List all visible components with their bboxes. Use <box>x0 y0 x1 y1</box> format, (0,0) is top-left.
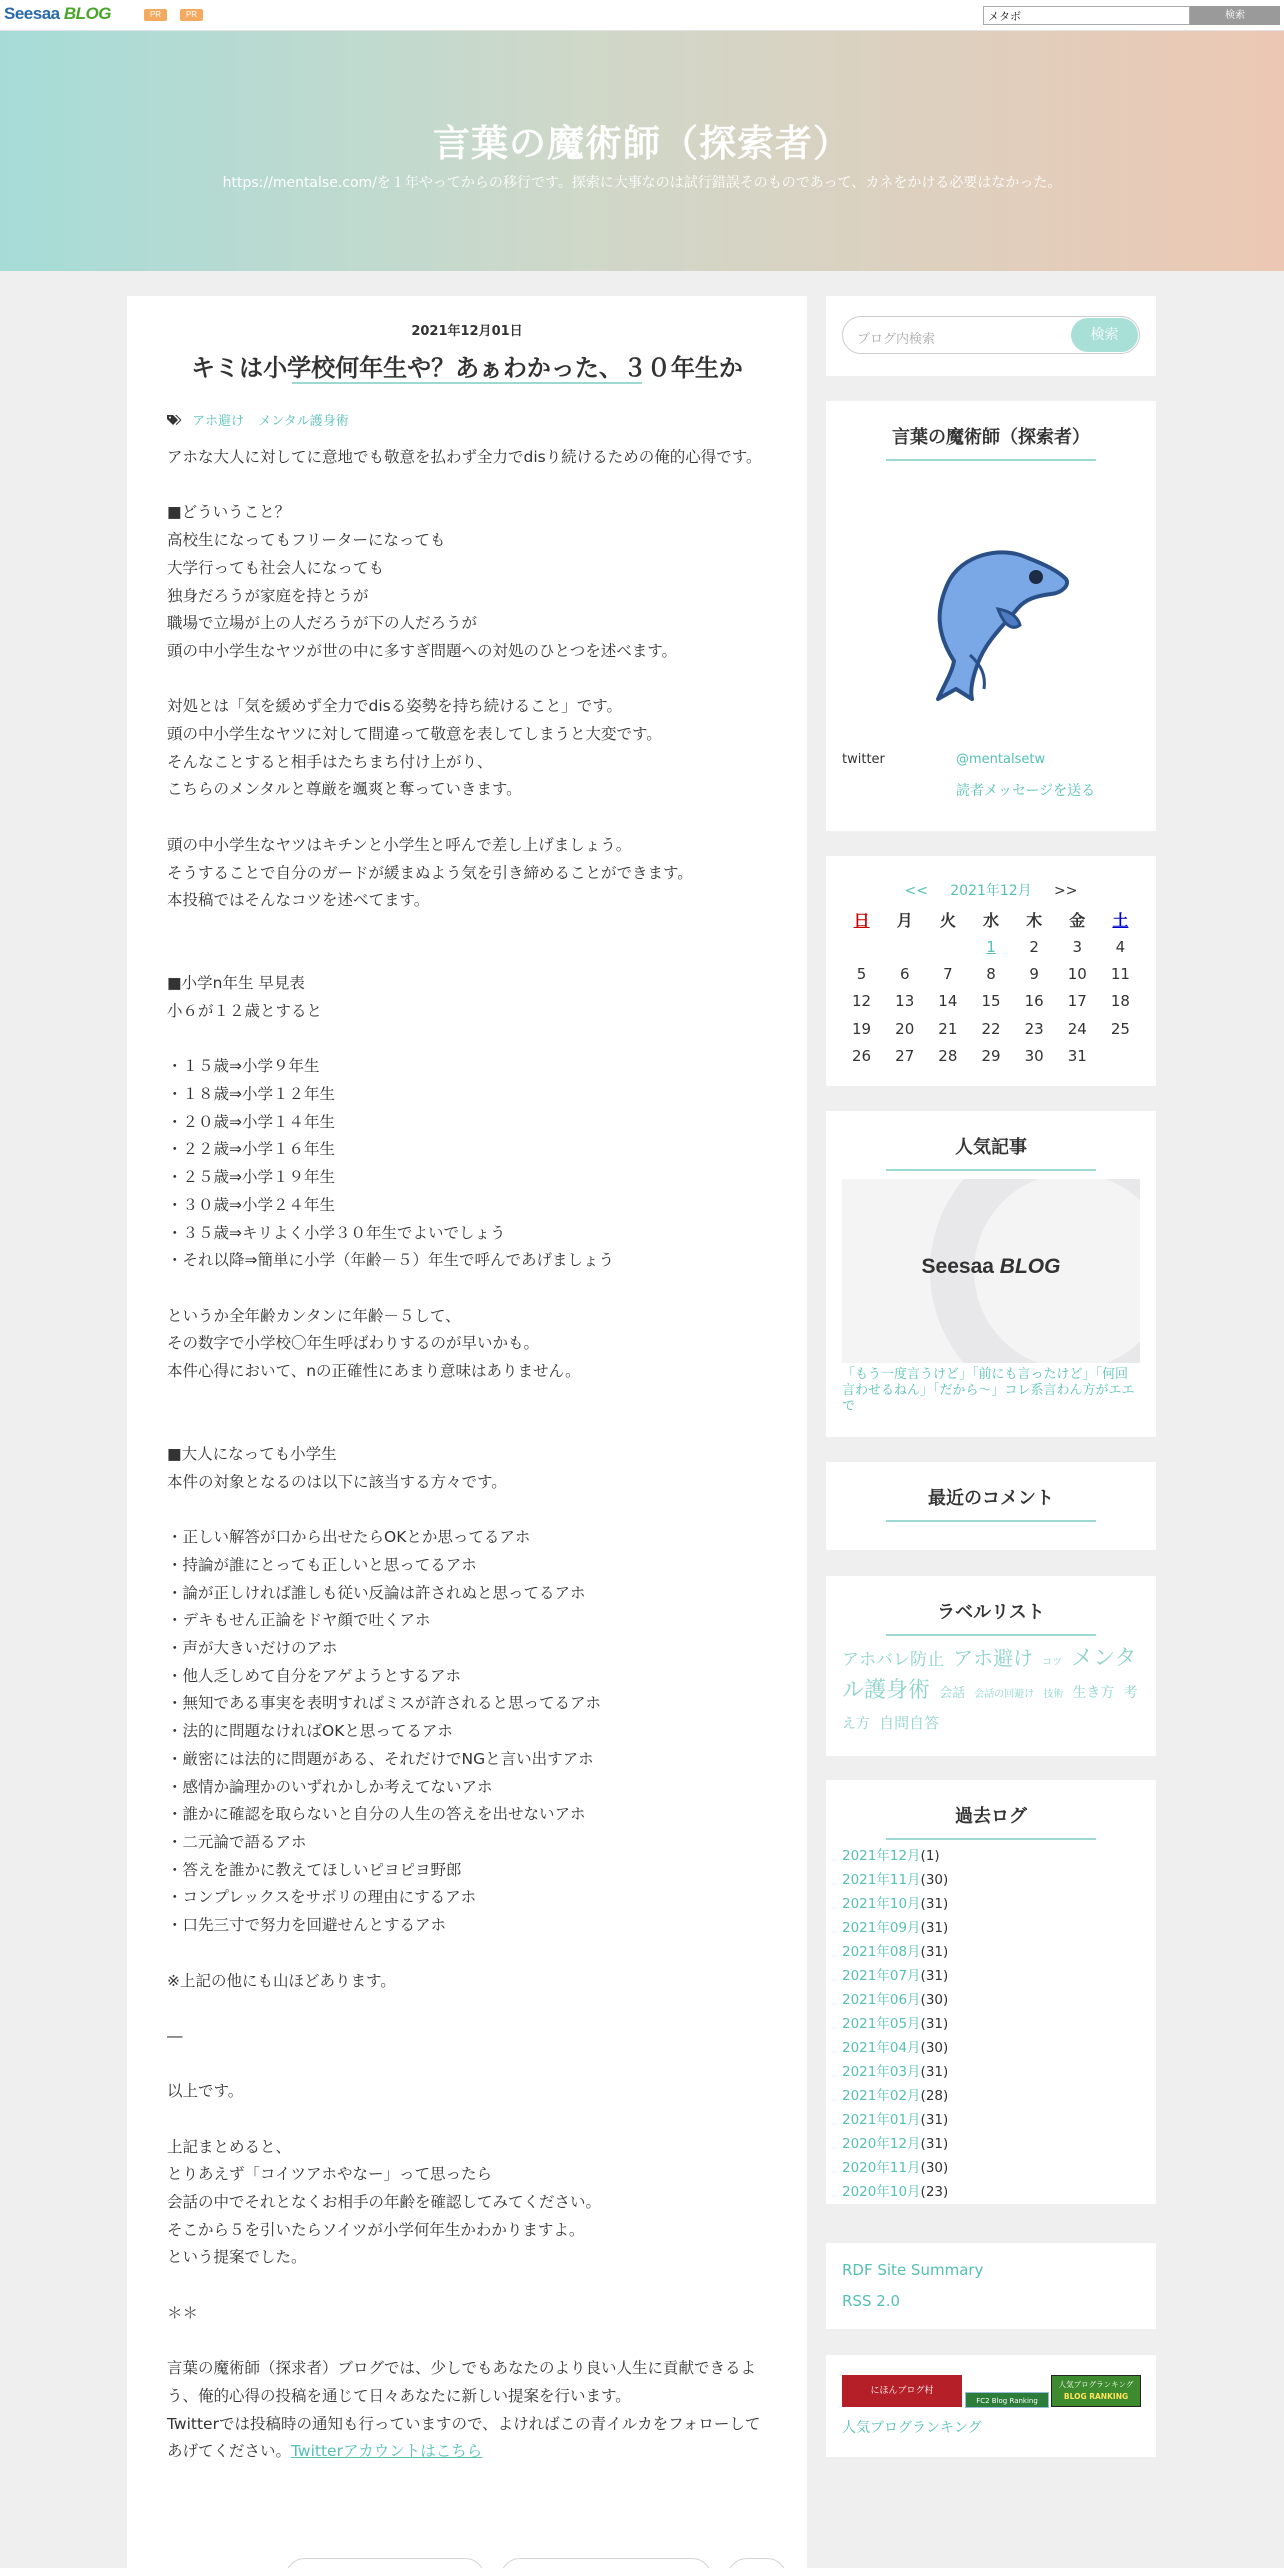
archive-count: (30) <box>920 1992 949 2008</box>
section-underline <box>886 1169 1096 1171</box>
calendar-day: 23 <box>1024 1019 1044 1038</box>
calendar-day: 27 <box>895 1047 915 1066</box>
fc2-ranking-badge[interactable]: FC2 Blog Ranking <box>965 2392 1049 2408</box>
calendar-day: 6 <box>899 965 910 984</box>
post-paragraph: ・声が大きいだけのアホ <box>167 1639 338 1658</box>
calendar-day: 11 <box>1110 965 1130 984</box>
archive-item <box>842 2132 1140 2156</box>
post-paragraph: ■小学n年生 早見表 <box>167 974 305 993</box>
weekday-thu: 木 <box>1026 911 1043 930</box>
calendar-day: 28 <box>938 1047 958 1066</box>
archive-month-link[interactable]: 2021年12月 <box>842 1848 921 1864</box>
post-label-link[interactable]: メンタル護身術 <box>258 414 349 429</box>
calendar-day: 14 <box>938 992 958 1011</box>
popular-thumbnail[interactable] <box>842 1179 1140 1363</box>
post-paragraph <box>167 666 767 694</box>
post-paragraph: ・２２歳⇒小学１６年生 <box>167 1140 335 1159</box>
post-body <box>167 444 767 2466</box>
sidebar-search <box>826 296 1156 376</box>
sidebar-ranking <box>826 2355 1156 2457</box>
post-paragraph: ＊＊ <box>167 2303 199 2322</box>
calendar-day: 19 <box>852 1019 872 1038</box>
post-paragraph: ・２０歳⇒小学１４年生 <box>167 1112 335 1131</box>
archive-month-link[interactable]: 2021年02月 <box>842 2088 921 2104</box>
nihon-blogmura-badge[interactable]: にほんブログ村 <box>842 2375 962 2407</box>
post-labels <box>167 410 359 429</box>
top-search-button[interactable]: 検索 <box>1190 6 1280 25</box>
calendar-day: 24 <box>1067 1019 1087 1038</box>
archive-item <box>842 1916 1140 1940</box>
post-paragraph: 高校生になってもフリーターになっても <box>167 531 446 550</box>
calendar-empty-cell <box>883 933 926 960</box>
post-paragraph <box>167 915 767 943</box>
archive-item <box>842 1868 1140 1892</box>
thumbnail-logo-blog: BLOG <box>999 1255 1061 1278</box>
ninki-ranking-link[interactable]: 人気ブログランキング <box>842 2420 982 2436</box>
calendar-day: 17 <box>1067 992 1087 1011</box>
weekday-wed: 水 <box>982 911 999 930</box>
archive-item <box>842 1964 1140 1988</box>
archive-item <box>842 2180 1140 2204</box>
post-paragraph <box>167 1026 767 1054</box>
pr-badge[interactable]: PR <box>144 9 167 21</box>
label-link[interactable]: 技術 <box>1043 1689 1064 1700</box>
top-bar <box>0 0 1284 31</box>
label-link[interactable]: 自問自答 <box>879 1714 940 1732</box>
archive-month-link[interactable]: 2020年10月 <box>842 2184 921 2200</box>
label-link[interactable]: メンタル護身術 <box>842 1646 1137 1703</box>
post-paragraph: 大学行っても社会人になっても <box>167 558 385 577</box>
weekday-tue: 火 <box>939 911 956 930</box>
post-paragraph: アホな大人に対してに意地でも敬意を払わず全力でdisり続けるための俺的心得です。 <box>167 448 762 466</box>
archive-list <box>842 1844 1140 2204</box>
post-paragraph <box>167 1940 767 1968</box>
archive-month-link[interactable]: 2021年06月 <box>842 1992 921 2008</box>
post-paragraph: ・二元論で語るアホ <box>167 1833 307 1851</box>
calendar-empty-cell <box>926 933 969 960</box>
post-paragraph <box>167 2328 767 2356</box>
post-paragraph: その数字で小学校〇年生呼ばわりするのが早いかも。 <box>167 1334 540 1353</box>
post-paragraph: 独身だろうが家庭を持とうが <box>167 586 369 605</box>
archive-count: (31) <box>920 1944 949 1960</box>
section-underline <box>886 1634 1096 1636</box>
archive-count: (31) <box>920 1896 949 1912</box>
sidebar-recent-comments <box>826 1462 1156 1550</box>
post-paragraph: ・法的に問題なければOKと思ってるアホ <box>167 1722 453 1741</box>
archive-month-link[interactable]: 2021年05月 <box>842 2016 921 2032</box>
post-paragraph: ■どういうこと？ <box>167 503 291 522</box>
section-underline <box>886 459 1096 461</box>
label-link[interactable]: アホバレ防止 <box>842 1650 944 1670</box>
label-link[interactable]: コツ <box>1042 1657 1063 1668</box>
archive-count: (30) <box>920 1872 949 1888</box>
calendar-day: 16 <box>1024 992 1044 1011</box>
post-paragraph <box>167 2411 767 2466</box>
site-header <box>0 31 1284 271</box>
archive-month-link[interactable]: 2021年03月 <box>842 2064 921 2080</box>
prev-post-button[interactable] <box>285 2558 485 2568</box>
post-paragraph <box>167 943 767 971</box>
tags-icon <box>167 414 182 426</box>
calendar-day: 4 <box>1115 937 1126 956</box>
archive-count: (30) <box>920 2040 949 2056</box>
popular-title: 人気記事 <box>955 1137 1027 1158</box>
post-paragraph: こちらのメンタルと尊厳を颯爽と奪っていきます。 <box>167 780 522 799</box>
sidebar-popular <box>826 1111 1156 1437</box>
archive-item <box>842 1844 1140 1868</box>
twitter-account-link[interactable]: Twitterアカウントはこちら <box>291 2442 483 2461</box>
ninki-badge-top: 人気ブログランキング <box>1058 2380 1134 2389</box>
archive-month-link[interactable]: 2020年12月 <box>842 2136 921 2152</box>
archive-item <box>842 2012 1140 2036</box>
post-label-link[interactable]: アホ避け <box>192 414 245 429</box>
post-paragraph: ・デキもせん正論をドヤ顔で吐くアホ <box>167 1611 431 1630</box>
sidebar-archive <box>826 1780 1156 2204</box>
post-paragraph: そうすることで自分のガードが緩まぬよう気を引き締めることができます。 <box>167 863 693 882</box>
profile-title: 言葉の魔術師（探索者） <box>892 427 1090 448</box>
archive-month-link[interactable]: 2021年09月 <box>842 1920 921 1936</box>
archive-month-link[interactable]: 2021年04月 <box>842 2040 921 2056</box>
post-title[interactable]: キミは小学校何年生や？あぁわかった、３０年生か <box>191 354 743 382</box>
post-paragraph <box>167 2106 767 2134</box>
post-paragraph: ・コンプレックスをサボリの理由にするアホ <box>167 1888 477 1907</box>
label-link[interactable]: 生き方 <box>1072 1685 1115 1701</box>
labels-title: ラベルリスト <box>937 1602 1045 1623</box>
calendar-prev[interactable]: << <box>904 883 928 899</box>
post-paragraph <box>167 804 767 832</box>
title-underline <box>292 382 642 384</box>
post-paragraph: ・無知である事実を表明すればミスが許されると思ってるアホ <box>167 1694 602 1713</box>
calendar-day: 25 <box>1110 1019 1130 1038</box>
post-paragraph: ― <box>167 2026 183 2045</box>
post-paragraph: そんなことすると相手はたちまち付け上がり、 <box>167 752 493 771</box>
archive-count: (31) <box>920 2112 949 2128</box>
sidebar-profile <box>826 401 1156 831</box>
post-paragraph <box>167 1386 767 1414</box>
blog-search-placeholder: ブログ内検索 <box>857 332 936 347</box>
ninki-badge-bottom: BLOG RANKING <box>1063 2392 1129 2401</box>
post-paragraph: というか全年齢カンタンに年齢－５して、 <box>167 1306 461 1325</box>
logo-blog-text: BLOG <box>63 4 111 23</box>
archive-item <box>842 2060 1140 2084</box>
label-link[interactable]: 考え方 <box>842 1685 1138 1732</box>
post-paragraph: とりあえず「コイツアホやなー」って思ったら <box>167 2165 493 2184</box>
archive-month-link[interactable]: 2021年07月 <box>842 1968 921 1984</box>
archive-item <box>842 1892 1140 1916</box>
calendar-day: 18 <box>1110 992 1130 1011</box>
site-subtitle: https://mentalse.com/を１年やってからの移行です。探索に大事なのは試行錯誤そのものであって、カネをかける必要はなかった。 <box>222 175 1062 191</box>
archive-count: (31) <box>920 2136 949 2152</box>
post-paragraph: ・厳密には法的に問題がある、それだけでNGと言い出すアホ <box>167 1749 594 1768</box>
post-paragraph: 会話の中でそれとなくお相手の年齢を確認してみてください。 <box>167 2193 602 2212</box>
post-paragraph: 以上です。 <box>167 2082 244 2101</box>
calendar-day: 31 <box>1067 1047 1087 1066</box>
calendar-day: 10 <box>1067 965 1087 984</box>
twitter-handle-link[interactable]: @mentalsetw <box>956 752 1046 767</box>
post-paragraph: 小６が１２歳とすると <box>167 1001 323 1020</box>
post-date: 2021年12月01日 <box>411 324 523 339</box>
post-paragraph: ・感情か論理かのいずれかしか考えてないアホ <box>167 1777 493 1796</box>
calendar-day: 3 <box>1072 937 1083 956</box>
article-card <box>127 296 807 2568</box>
archive-month-link[interactable]: 2021年10月 <box>842 1896 921 1912</box>
calendar-day: 2 <box>1029 937 1039 956</box>
popular-caption-link[interactable]: 「もう一度言うけど」「前にも言ったけど」「何回言わせるねん」「だから～」コレ系言わん方がエエで <box>842 1367 1135 1414</box>
post-paragraph: ・論が正しければ誰しも従い反論は許されぬと思ってるアホ <box>167 1583 586 1602</box>
archive-count: (30) <box>920 2160 949 2176</box>
label-link[interactable]: 会話 <box>939 1686 966 1701</box>
post-paragraph-text: Twitterでは投稿時の通知も行っていますので、よければこの青イルカをフォローしてあげてください。 <box>167 2414 761 2461</box>
post-paragraph: ・３５歳⇒キリよく小学３０年生でよいでしょう <box>167 1223 506 1242</box>
post-paragraph <box>167 472 767 500</box>
post-paragraph: ・それ以降⇒簡単に小学（年齢－５）年生で呼んであげましょう <box>167 1251 614 1270</box>
sidebar-calendar <box>826 856 1156 1086</box>
pr-badge[interactable]: PR <box>180 9 203 21</box>
label-cloud <box>842 1644 1140 1738</box>
sidebar-feeds <box>826 2243 1156 2329</box>
post-paragraph: 頭の中小学生なヤツが世の中に多すぎ問題への対処のひとつを述べます。 <box>167 641 677 660</box>
archive-item <box>842 2156 1140 2180</box>
archive-item <box>842 2108 1140 2132</box>
calendar-day: 21 <box>938 1019 958 1038</box>
twitter-label: twitter <box>842 752 885 767</box>
weekday-sun: 日 <box>853 911 870 930</box>
sidebar-labels <box>826 1576 1156 1756</box>
post-paragraph: ・１８歳⇒小学１２年生 <box>167 1085 335 1104</box>
calendar-day: 29 <box>981 1047 1001 1066</box>
post-paragraph <box>167 1275 767 1303</box>
post-paragraph: 本件心得において、nの正確性にあまり意味はありません。 <box>167 1362 581 1381</box>
calendar-day: 7 <box>943 965 953 984</box>
archive-count: (31) <box>920 2016 949 2032</box>
calendar-day: 20 <box>895 1019 915 1038</box>
calendar-empty-cell <box>1099 1043 1142 1070</box>
seesaa-logo[interactable] <box>4 4 111 24</box>
rdf-link[interactable]: RDF Site Summary <box>842 2261 984 2279</box>
weekday-sat: 土 <box>1112 911 1129 930</box>
post-paragraph: ・答えを誰かに教えてほしいピヨピヨ野郎 <box>167 1860 462 1879</box>
post-paragraph: 本投稿ではそんなコツを述べてます。 <box>167 891 430 910</box>
post-paragraph: 上記まとめると、 <box>167 2137 292 2156</box>
post-paragraph: ※上記の他にも山ほどあります。 <box>167 1971 396 1990</box>
post-paragraph <box>167 2051 767 2079</box>
archive-count: (28) <box>920 2088 949 2104</box>
calendar-day: 22 <box>981 1019 1001 1038</box>
rss-link[interactable]: RSS 2.0 <box>842 2292 901 2310</box>
top-search-input[interactable] <box>983 6 1190 25</box>
weekday-fri: 金 <box>1069 911 1086 930</box>
archive-count: (31) <box>920 1968 949 1984</box>
calendar-day: 30 <box>1024 1047 1044 1066</box>
calendar-month[interactable]: 2021年12月 <box>950 883 1032 899</box>
post-paragraph: 職場で立場が上の人だろうが下の人だろうが <box>167 614 478 633</box>
post-paragraph: ・３０歳⇒小学２４年生 <box>167 1195 335 1214</box>
section-underline <box>886 1520 1096 1522</box>
archive-item <box>842 1988 1140 2012</box>
label-link[interactable]: アホ避け <box>953 1646 1034 1670</box>
archive-month-link[interactable]: 2021年01月 <box>842 2112 921 2128</box>
archive-item <box>842 2084 1140 2108</box>
calendar-empty-cell <box>840 933 883 960</box>
calendar-day: 15 <box>981 992 1001 1011</box>
calendar-header <box>826 880 1156 900</box>
archive-title: 過去ログ <box>955 1806 1027 1827</box>
post-paragraph: 頭の中小学生なヤツはキチンと小学生と呼んで差し上げましょう。 <box>167 835 632 854</box>
archive-month-link[interactable]: 2021年08月 <box>842 1944 921 1960</box>
logo-text: Seesaa <box>4 4 60 23</box>
archive-count: (23) <box>920 2184 949 2200</box>
calendar-day: 26 <box>852 1047 872 1066</box>
archive-month-link[interactable]: 2020年11月 <box>842 2160 921 2176</box>
post-paragraph: 頭の中小学生なヤツに対して間違って敬意を表してしまうと大変です。 <box>167 725 662 743</box>
post-paragraph: ・２５歳⇒小学１９年生 <box>167 1168 335 1187</box>
post-paragraph: そこから５を引いたらソイツが小学何年生かわかりますよ。 <box>167 2220 585 2239</box>
post-paragraph: 言葉の魔術師（探求者）ブログでは、少しでもあなたのより良い人生に貢献できるよう、俺的心得の投稿を通じて日々あなたに新しい提案を行います。 <box>167 2359 757 2405</box>
thumbnail-logo-text: Seesaa <box>921 1255 994 1278</box>
reader-message-link[interactable]: 読者メッセージを送る <box>956 783 1096 799</box>
label-link[interactable]: 会話の回避け <box>974 1689 1035 1700</box>
post-paragraph: という提案でした。 <box>167 2248 307 2267</box>
recent-comments-title: 最近のコメント <box>928 1488 1054 1509</box>
archive-count: (31) <box>920 2064 949 2080</box>
calendar-day: 5 <box>856 965 867 984</box>
post-paragraph: ・誰かに確認を取らないと自分の人生の答えを出せないアホ <box>167 1805 586 1824</box>
calendar-table <box>840 906 1142 1070</box>
next-post-button[interactable] <box>500 2558 712 2568</box>
post-paragraph: ・正しい解答が口から出せたらOKとか思ってるアホ <box>167 1528 531 1547</box>
archive-item <box>842 2036 1140 2060</box>
ninki-ranking-badge[interactable] <box>1051 2375 1141 2407</box>
calendar-day: 8 <box>986 965 996 984</box>
section-underline <box>886 1838 1096 1840</box>
weekday-mon: 月 <box>896 911 913 930</box>
calendar-next[interactable]: >> <box>1053 883 1078 899</box>
post-paragraph <box>167 1995 767 2023</box>
dolphin-icon <box>886 513 1086 703</box>
archive-item <box>842 1940 1140 1964</box>
post-paragraph <box>167 2272 767 2300</box>
post-paragraph: ■大人になっても小学生 <box>167 1445 337 1464</box>
calendar-day[interactable]: 1 <box>986 937 996 956</box>
blog-search-button[interactable]: 検索 <box>1071 318 1138 352</box>
archive-count: (31) <box>920 1920 949 1936</box>
top-page-button[interactable] <box>727 2558 787 2568</box>
post-paragraph: ・持論が誰にとっても正しいと思ってるアホ <box>167 1555 477 1574</box>
post-paragraph: ・口先三寸で努力を回避せんとするアホ <box>167 1916 447 1935</box>
post-paragraph <box>167 1497 767 1525</box>
calendar-day: 9 <box>1029 965 1039 984</box>
calendar-day: 12 <box>852 992 872 1011</box>
archive-month-link[interactable]: 2021年11月 <box>842 1872 921 1888</box>
calendar-day: 13 <box>895 992 915 1011</box>
archive-count: (1) <box>920 1848 940 1864</box>
post-paragraph: ・他人乏しめて自分をアゲようとするアホ <box>167 1666 462 1685</box>
post-paragraph: 対処とは「気を緩めず全力でdisる姿勢を持ち続けること」です。 <box>167 697 622 716</box>
post-paragraph: ・１５歳⇒小学９年生 <box>167 1057 320 1076</box>
site-title[interactable]: 言葉の魔術師（探索者） <box>433 122 851 165</box>
post-paragraph <box>167 1413 767 1441</box>
post-paragraph: 本件の対象となるのは以下に該当する方々です。 <box>167 1472 507 1491</box>
